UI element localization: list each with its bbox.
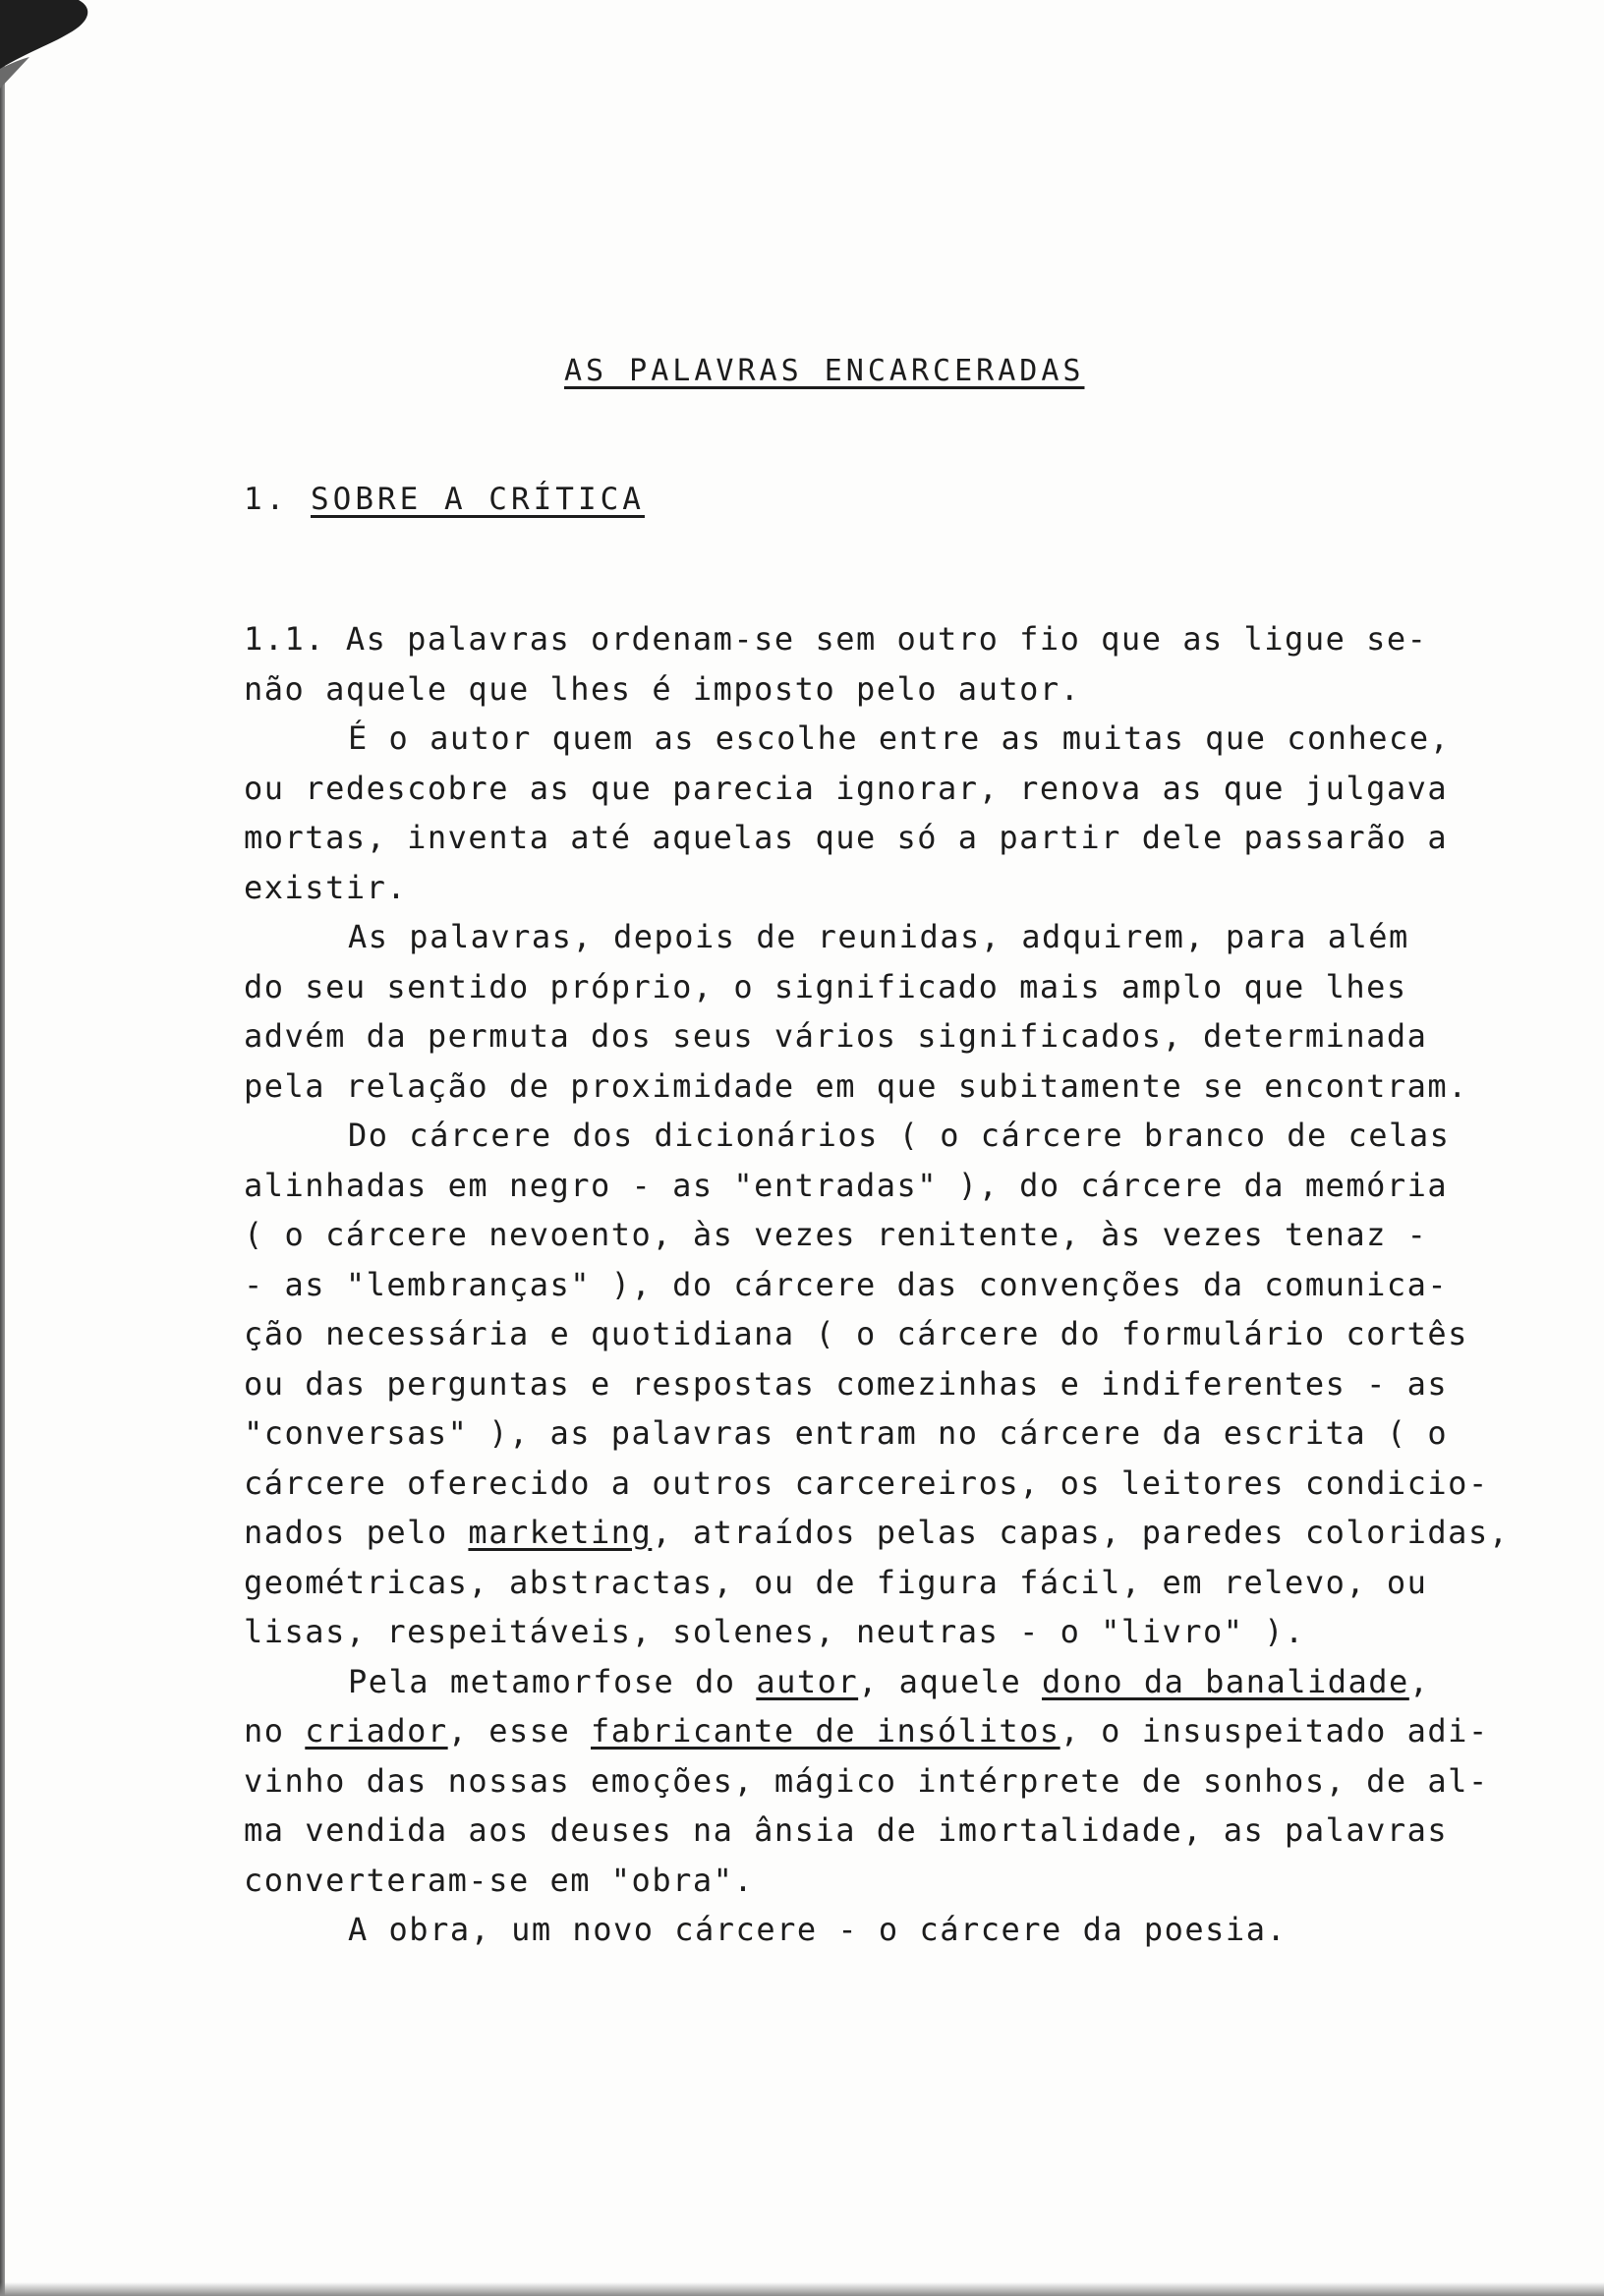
- text-line: ma vendida aos deuses na ânsia de imortalidade, as palavras: [244, 1811, 1449, 1849]
- underlined-term: criador: [305, 1712, 448, 1750]
- underlined-term: autor: [756, 1662, 859, 1700]
- text-segment: ,: [1408, 1662, 1430, 1700]
- section-title: SOBRE A CRÍTICA: [311, 482, 645, 517]
- text-segment: no: [244, 1712, 306, 1750]
- text-segment: nados pelo: [244, 1514, 469, 1551]
- text-line: "conversas" ), as palavras entram no cárcere da escrita ( o: [244, 1414, 1449, 1452]
- text-segment: , o insuspeitado adi-: [1060, 1712, 1489, 1750]
- paragraph-2: [244, 714, 1541, 912]
- text-line: existir.: [244, 868, 408, 906]
- text-line: [244, 1657, 1541, 1707]
- scan-bottom-shadow: [0, 2282, 1604, 2296]
- text-line: É o autor quem as escolhe entre as muitas que conhece,: [348, 719, 1451, 757]
- body-text: [244, 614, 1541, 1955]
- text-line: ou redescobre as que parecia ignorar, renova as que julgava: [244, 769, 1449, 807]
- scan-corner-blot: [0, 0, 108, 88]
- text-line: cárcere oferecido a outros carcereiros, os leitores condicio-: [244, 1464, 1489, 1502]
- text-line: lisas, respeitáveis, solenes, neutras - o "livro" ).: [244, 1613, 1305, 1650]
- text-line: [244, 1706, 1541, 1756]
- text-segment: , aquele: [858, 1662, 1043, 1700]
- paragraph-3: [244, 912, 1541, 1111]
- underlined-term: marketing: [468, 1514, 653, 1551]
- section-number: 1.: [244, 482, 289, 517]
- text-line: mortas, inventa até aquelas que só a partir dele passarão a: [244, 819, 1449, 856]
- text-line: As palavras, depois de reunidas, adquirem, para além: [348, 918, 1409, 955]
- text-line: - as "lembranças" ), do cárcere das convenções da comunica-: [244, 1265, 1449, 1303]
- text-line: ou das perguntas e respostas comezinhas e indiferentes - as: [244, 1364, 1449, 1403]
- text-line: vinho das nossas emoções, mágico intérprete de sonhos, de al-: [244, 1761, 1489, 1800]
- underlined-term: fabricante de insólitos: [591, 1712, 1060, 1750]
- text-line: alinhadas em negro - as "entradas" ), do cárcere da memória: [244, 1166, 1449, 1204]
- text-line: pela relação de proximidade em que subitamente se encontram.: [244, 1066, 1468, 1105]
- text-segment: , esse: [447, 1712, 592, 1750]
- text-segment: , atraídos pelas capas, paredes coloridas,: [652, 1514, 1510, 1551]
- text-line: não aquele que lhes é imposto pelo autor.: [244, 669, 1081, 708]
- text-line: ( o cárcere nevoento, às vezes renitente, às vezes tenaz -: [244, 1216, 1428, 1253]
- text-line: ção necessária e quotidiana ( o cárcere do formulário cortês: [244, 1315, 1468, 1352]
- text-line: geométricas, abstractas, ou de figura fácil, em relevo, ou: [244, 1563, 1428, 1601]
- text-line: A obra, um novo cárcere - o cárcere da poesia.: [348, 1911, 1288, 1948]
- text-line: advém da permuta dos seus vários significados, determinada: [244, 1017, 1428, 1055]
- text-line: Do cárcere dos dicionários ( o cárcere branco de celas: [348, 1117, 1451, 1154]
- text-line: 1.1. As palavras ordenam-se sem outro fio que as ligue se-: [244, 620, 1428, 658]
- section-heading: [244, 482, 645, 517]
- underlined-term: dono da banalidade: [1042, 1662, 1409, 1700]
- paragraph-5: [244, 1657, 1541, 1906]
- text-line: converteram-se em "obra".: [244, 1861, 755, 1899]
- text-line: [244, 1508, 1541, 1558]
- scan-edge: [0, 0, 5, 2296]
- document-title: AS PALAVRAS ENCARCERADAS: [564, 354, 1085, 388]
- paragraph-6: [244, 1905, 1541, 1955]
- paragraph-1: [244, 614, 1541, 714]
- text-segment: Pela metamorfose do: [348, 1662, 757, 1700]
- text-line: do seu sentido próprio, o significado mais amplo que lhes: [244, 967, 1407, 1005]
- paragraph-4: [244, 1111, 1541, 1657]
